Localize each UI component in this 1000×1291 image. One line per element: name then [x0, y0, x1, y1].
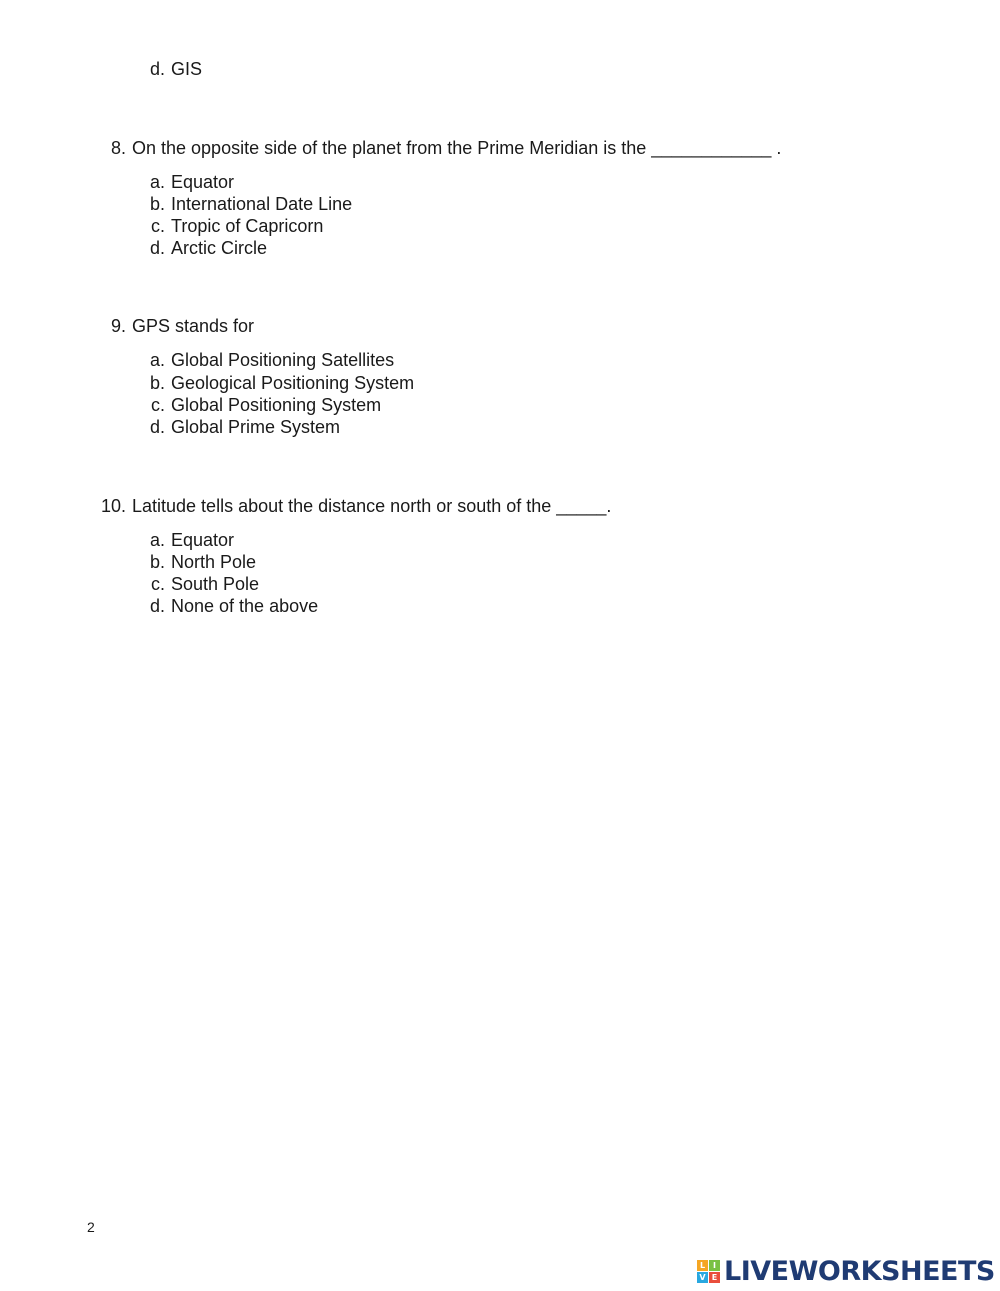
question-text: Latitude tells about the distance north or south of the _____.	[132, 496, 612, 516]
option-letter: d.	[149, 238, 165, 258]
option-text: Equator	[171, 172, 235, 192]
option-text: Geological Positioning System	[171, 373, 415, 393]
logo-blocks-icon	[697, 1260, 720, 1283]
option-text: Global Prime System	[171, 417, 341, 437]
question-text: GPS stands for	[132, 316, 255, 336]
liveworksheets-logo[interactable]	[697, 1256, 995, 1286]
page-number: 2	[87, 1219, 95, 1235]
option-letter: c.	[150, 395, 165, 415]
option-letter: a.	[149, 172, 165, 192]
option-text: Arctic Circle	[171, 238, 268, 258]
option-text: Tropic of Capricorn	[171, 216, 324, 236]
question-number: 10.	[100, 496, 126, 516]
option-text: North Pole	[171, 552, 257, 572]
option-text: GIS	[171, 59, 203, 79]
question-number: 8.	[110, 138, 126, 158]
option-text: International Date Line	[171, 194, 353, 214]
logo-block: L	[697, 1260, 708, 1271]
option-letter: d.	[149, 59, 165, 79]
option-letter: b.	[149, 552, 165, 572]
option-letter: b.	[149, 373, 165, 393]
option-text: None of the above	[171, 596, 319, 616]
question-number: 9.	[110, 316, 126, 336]
logo-block: I	[709, 1260, 720, 1271]
option-letter: a.	[149, 350, 165, 370]
option-letter: c.	[150, 216, 165, 236]
option-text: Equator	[171, 530, 235, 550]
option-letter: d.	[149, 417, 165, 437]
option-text: Global Positioning Satellites	[171, 350, 395, 370]
option-letter: b.	[149, 194, 165, 214]
logo-block: V	[697, 1272, 708, 1283]
option-text: Global Positioning System	[171, 395, 382, 415]
logo-block: E	[709, 1272, 720, 1283]
question-text: On the opposite side of the planet from the Prime Meridian is the ____________ .	[132, 138, 782, 158]
logo-wordmark: LIVEWORKSHEETS	[724, 1255, 995, 1287]
option-letter: a.	[149, 530, 165, 550]
option-letter: d.	[149, 596, 165, 616]
option-text: South Pole	[171, 574, 260, 594]
option-letter: c.	[150, 574, 165, 594]
